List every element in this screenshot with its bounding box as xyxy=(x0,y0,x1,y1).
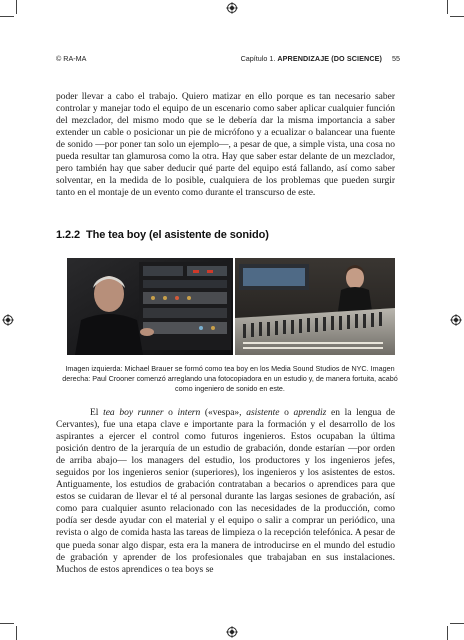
crop-mark xyxy=(450,16,464,17)
section-title: The tea boy (el asistente de sonido) xyxy=(85,229,269,241)
registration-mark-icon xyxy=(2,314,14,326)
italic-term: intern xyxy=(177,408,201,418)
body-paragraph: El tea boy runner o intern («vespa», asistente o aprendiz en la lengua de Cervantes), fue una etapa clave e importante para la formación y el desarrollo de los aspirantes a ejercer el control como futuros ingenieros. Estos ocupaban la última posición dentro de la jerarquía de un estudio de grabación, donde estarían —por orden de arriba abajo— los managers del estudio, los productores y los ingenieros jefes, seguidos por los ingenieros senior (superiores), los ingenieros y los asistentes de estos. Antiguamente, los estudios de grabación contrataban a becarios o aprendices para que estos se cuidaran de llevar el té al personal durante las largas sesiones de grabación, así como para cualquier asunto relacionado con las necesidades de la producción, como podía ser desde ayudar con el material y el equipo o salir a comprar un periódico, una revista o algo de comida hasta las tareas de limpieza o la recepción telefónica. A pesar de que pueda sonar algo dispar, esta era la manera de introducirse en el mundo del estudio de grabación y aprender de los profesionales que trabajaban en sus instalaciones. Muchos de estos aprendices o tea boys se xyxy=(56,408,395,575)
studio-photo xyxy=(67,258,395,355)
registration-mark-icon xyxy=(450,314,462,326)
running-header xyxy=(56,54,400,63)
crop-mark xyxy=(0,16,14,17)
chapter-title: APRENDIZAJE (DO SCIENCE) xyxy=(277,54,382,63)
section-number: 1.2.2 xyxy=(56,229,80,241)
body-paragraph: poder llevar a cabo el trabajo. Quiero matizar en ello porque es tan necesario saber controlar y manejar todo el equipo de un escenario como saber aplicar cualquier función del mezclador, del mismo modo que se le debería dar la misma importancia a saber extender un cable o posicionar un pie de micrófono y a ecualizar o balancear una fuente de sonido —por poner tan solo un ejemplo—, a pesar de que, a simple vista, una cosa no pueda resultar tan glamurosa como la otra. Hay que saber estar delante de un mezclador, pero también hay que saber deducir qué parte del equipo está fallando, así como saber solventar, en la medida de lo posible, cualquiera de los problemas que pueden surgir tanto en el montaje de un evento como durante el transcurso de este. xyxy=(56,92,395,199)
crop-mark xyxy=(450,623,464,624)
photo-caption: Imagen izquierda: Michael Brauer se formó como tea boy en los Media Sound Studios de NYC. Imagen derecha: Paul Crooner comenzó arreglando una fotocopiadora en un estudio y, de manera fortuita, acabó como ingeniero de sonido en este. xyxy=(62,364,398,393)
publisher-label: © RA-MA xyxy=(56,54,87,63)
page-number: 55 xyxy=(392,54,400,63)
section-heading xyxy=(56,229,269,241)
studio-photo-illustration xyxy=(67,258,395,355)
chapter-label: Capítulo 1. xyxy=(240,54,276,63)
chapter-header xyxy=(241,54,400,63)
registration-mark-icon xyxy=(226,626,238,638)
crop-mark xyxy=(0,623,14,624)
italic-term: tea boy runner xyxy=(103,408,164,418)
registration-mark-icon xyxy=(226,2,238,14)
italic-term: aprendiz xyxy=(293,408,327,418)
crop-mark xyxy=(16,626,17,640)
italic-term: asistente xyxy=(246,408,280,418)
crop-mark xyxy=(447,626,448,640)
crop-mark xyxy=(447,0,448,14)
crop-mark xyxy=(16,0,17,14)
